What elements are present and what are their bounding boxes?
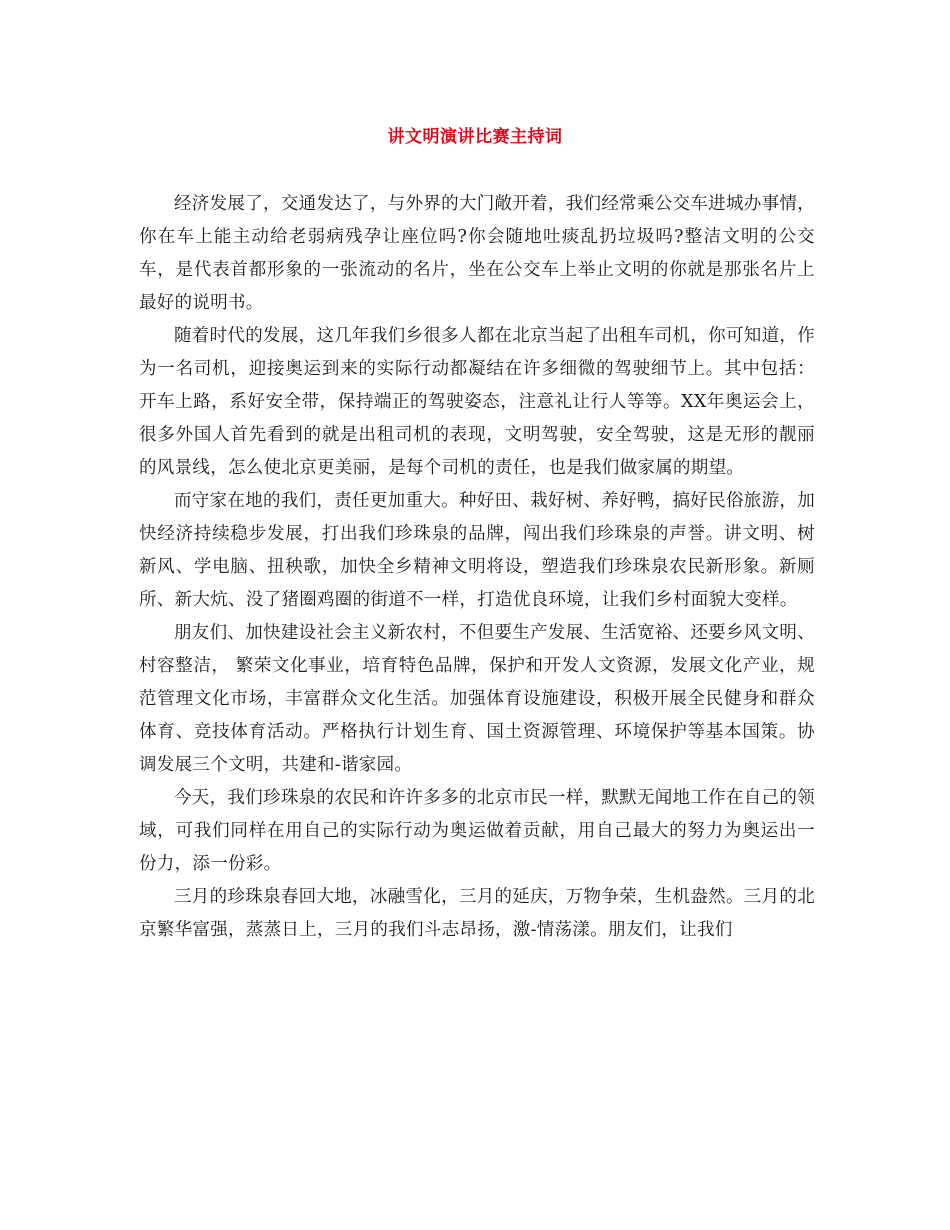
paragraph-5: 今天，我们珍珠泉的农民和许许多多的北京市民一样，默默无闻地工作在自己的领域，可我们同样在用自己的实际行动为奥运做着贡献，用自己最大的努力为奥运出一份力，添一份彩。	[139, 788, 815, 874]
document-title: 讲文明演讲比赛主持词	[387, 127, 563, 147]
paragraph-1: 经济发展了，交通发达了，与外界的大门敞开着，我们经常乘公交车进城办事情，你在车上能主动给老弱病残孕让座位吗?你会随地吐痰乱扔垃圾吗?整洁文明的公交车，是代表首都形象的一张流动的名片，坐在公交车上举止文明的你就是那张名片上最好的说明书。	[139, 194, 815, 313]
paragraph-4: 朋友们、加快建设社会主义新农村，不但要生产发展、生活宽裕、还要乡风文明、村容整洁， 繁荣文化事业，培育特色品牌，保护和开发人文资源，发展文化产业，规范管理文化市场，丰富群众文化生活。加强体育设施建设，积极开展全民健身和群众体育、竞技体育活动。严格执行计划生育、国土资源管理、环境保护等基本国策。协调发展三个文明，共建和-谐家园。	[139, 623, 815, 775]
paragraph-3: 而守家在地的我们，责任更加重大。种好田、栽好树、养好鸭，搞好民俗旅游，加快经济持续稳步发展，打出我们珍珠泉的品牌，闯出我们珍珠泉的声誉。讲文明、树新风、学电脑、扭秧歌，加快全乡精神文明将设，塑造我们珍珠泉农民新形象。新厕所、新大炕、没了猪圈鸡圈的街道不一样，打造优良环境，让我们乡村面貌大变样。	[139, 491, 815, 610]
paragraph-6: 三月的珍珠泉春回大地，冰融雪化，三月的延庆，万物争荣，生机盎然。三月的北京繁华富强，蒸蒸日上，三月的我们斗志昂扬，激-情荡漾。朋友们，让我们	[139, 887, 815, 940]
paragraph-2: 随着时代的发展，这几年我们乡很多人都在北京当起了出租车司机，你可知道，作为一名司机，迎接奥运到来的实际行动都凝结在许多细微的驾驶细节上。其中包括：开车上路，系好安全带，保持端正的驾驶姿态，注意礼让行人等等。XX年奥运会上，很多外国人首先看到的就是出租司机的表现，文明驾驶，安全驾驶，这是无形的靓丽的风景线，怎么使北京更美丽，是每个司机的责任，也是我们做家属的期望。	[139, 326, 815, 478]
document-body	[139, 188, 815, 947]
